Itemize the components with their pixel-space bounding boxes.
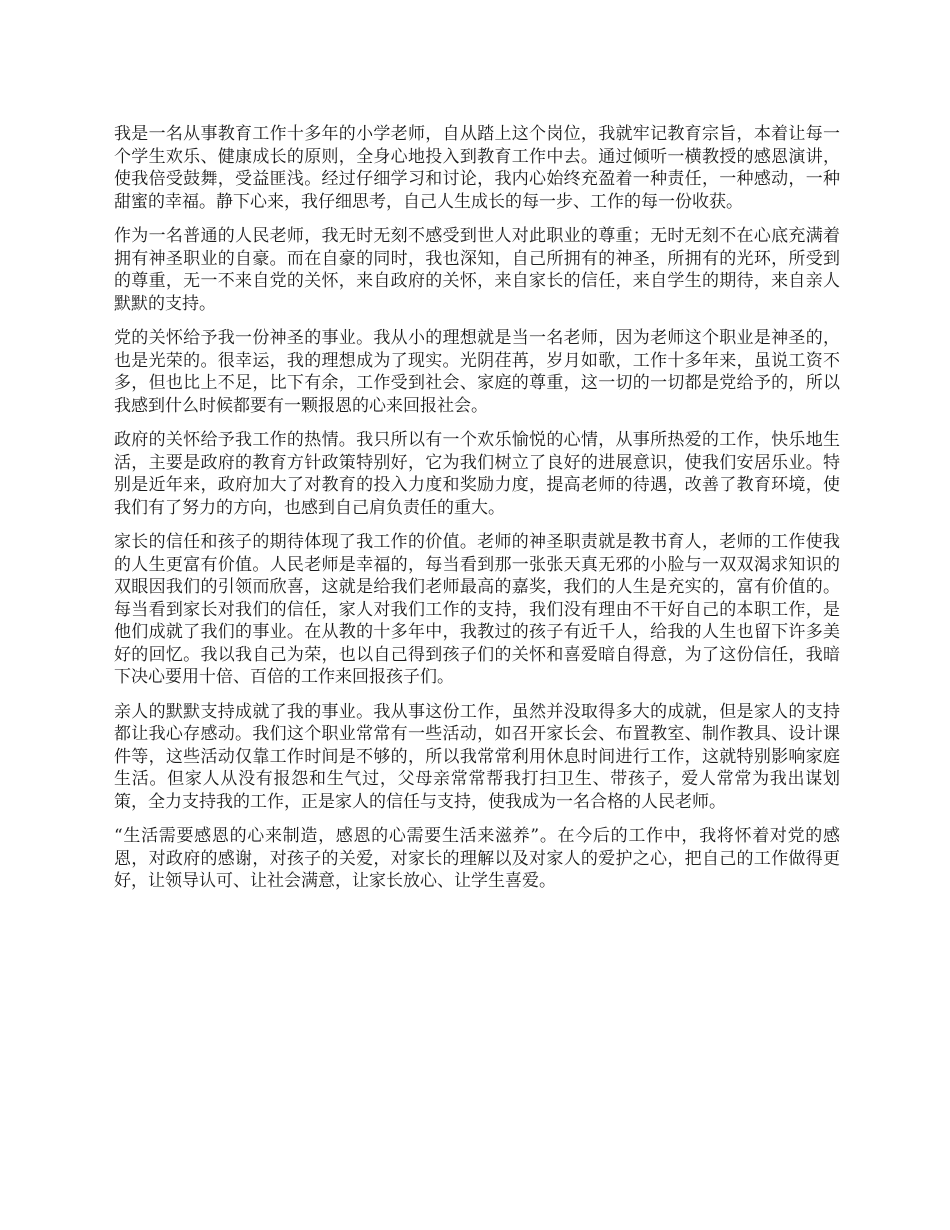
document-body <box>114 123 840 905</box>
paragraph-6: 亲人的默默支持成就了我的事业。我从事这份工作，虽然并没取得多大的成就，但是家人的支持都让我心存感动。我们这个职业常常有一些活动，如召开家长会、布置教室、制作教具、设计课件等，这些活动仅靠工作时间是不够的，所以我常常利用休息时间进行工作，这就特别影响家庭生活。但家人从没有报怨和生气过，父母亲常常帮我打扫卫生、带孩子，爱人常常为我出谋划策，全力支持我的工作，正是家人的信任与支持，使我成为一名合格的人民老师。 <box>114 701 840 812</box>
paragraph-5: 家长的信任和孩子的期待体现了我工作的价值。老师的神圣职责就是教书育人，老师的工作使我的人生更富有价值。人民老师是幸福的，每当看到那一张张天真无邪的小脸与一双双渴求知识的双眼因我们的引领而欣喜，这就是给我们老师最高的嘉奖，我们的人生是充实的，富有价值的。每当看到家长对我们的信任，家人对我们工作的支持，我们没有理由不干好自己的本职工作，是他们成就了我们的事业。在从教的十多年中，我教过的孩子有近千人，给我的人生也留下许多美好的回忆。我以我自己为荣，也以自己得到孩子们的关怀和喜爱暗自得意，为了这份信任，我暗下决心要用十倍、百倍的工作来回报孩子们。 <box>114 532 840 687</box>
paragraph-3: 党的关怀给予我一份神圣的事业。我从小的理想就是当一名老师，因为老师这个职业是神圣的，也是光荣的。很幸运，我的理想成为了现实。光阴荏苒，岁月如歌，工作十多年来，虽说工资不多，但也比上不足，比下有余，工作受到社会、家庭的尊重，这一切的一切都是党给予的，所以我感到什么时候都要有一颗报恩的心来回报社会。 <box>114 328 840 416</box>
paragraph-7: “生活需要感恩的心来制造，感恩的心需要生活来滋养”。在今后的工作中，我将怀着对党的感恩，对政府的感谢，对孩子的关爱，对家长的理解以及对家人的爱护之心，把自己的工作做得更好，让领导认可、让社会满意，让家长放心、让学生喜爱。 <box>114 826 840 891</box>
paragraph-2: 作为一名普通的人民老师，我无时无刻不感受到世人对此职业的尊重；无时无刻不在心底充满着拥有神圣职业的自豪。而在自豪的同时，我也深知，自己所拥有的神圣，所拥有的光环，所受到的尊重，无一不来自党的关怀，来自政府的关怀，来自家长的信任，来自学生的期待，来自亲人默默的支持。 <box>114 226 840 314</box>
paragraph-4: 政府的关怀给予我工作的热情。我只所以有一个欢乐愉悦的心情，从事所热爱的工作，快乐地生活，主要是政府的教育方针政策特别好，它为我们树立了良好的进展意识，使我们安居乐业。特别是近年来，政府加大了对教育的投入力度和奖励力度，提高老师的待遇，改善了教育环境，使我们有了努力的方向，也感到自己肩负责任的重大。 <box>114 430 840 518</box>
paragraph-1: 我是一名从事教育工作十多年的小学老师，自从踏上这个岗位，我就牢记教育宗旨，本着让每一个学生欢乐、健康成长的原则，全身心地投入到教育工作中去。通过倾听一横教授的感恩演讲，使我倍受鼓舞，受益匪浅。经过仔细学习和讨论，我内心始终充盈着一种责任，一种感动，一种甜蜜的幸福。静下心来，我仔细思考，自己人生成长的每一步、工作的每一份收获。 <box>114 124 840 212</box>
